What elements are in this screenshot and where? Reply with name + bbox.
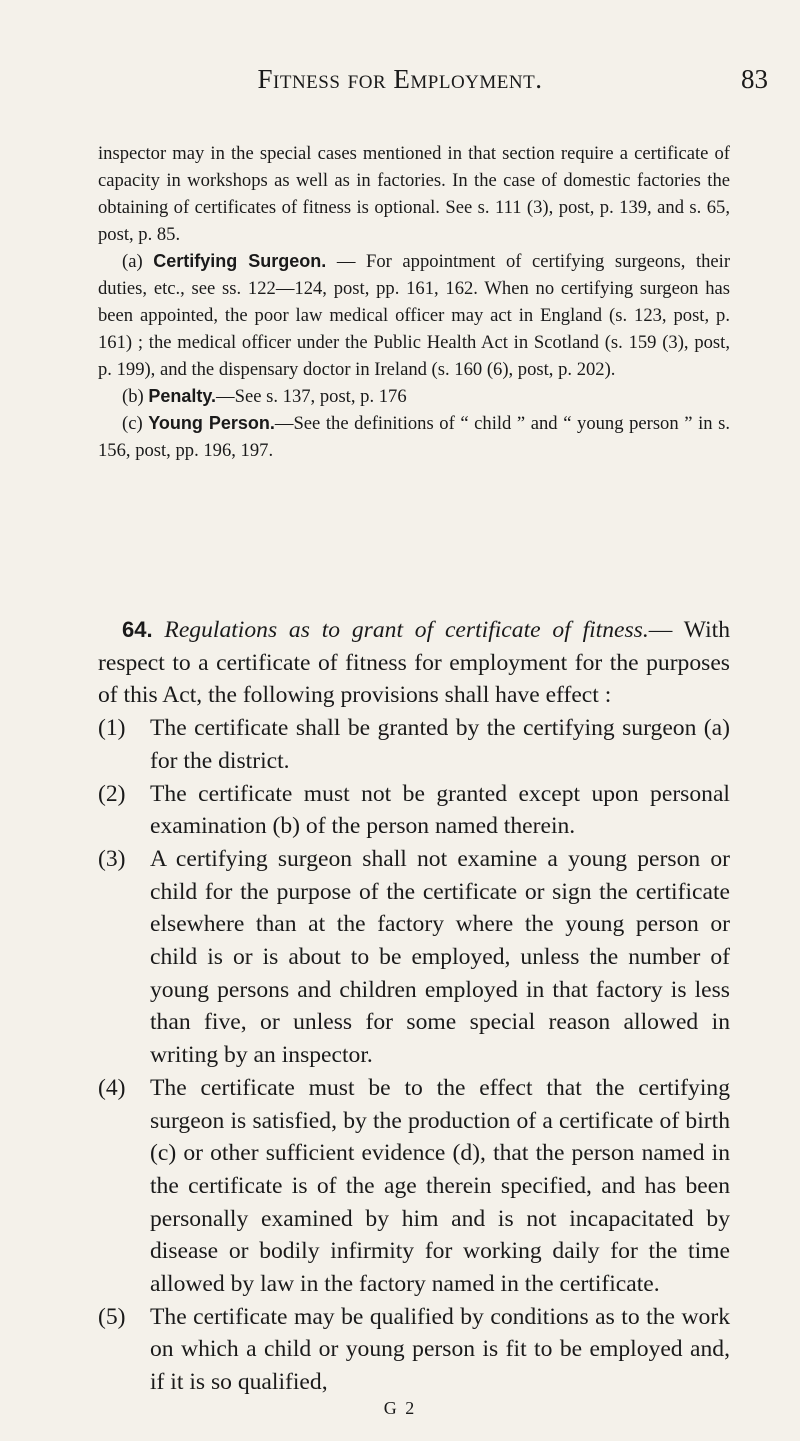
note-b-marker: (b) xyxy=(122,386,144,407)
provision-number: (4) xyxy=(98,1074,126,1101)
section-64 xyxy=(98,614,730,1399)
section-intro-paragraph: 64. Regulations as to grant of certificate of fitness.— With respect to a certificate of fitness for employment for the purposes of this Act, the following provisions shall have effect : xyxy=(98,617,730,709)
signature-mark: G 2 xyxy=(383,1398,417,1418)
page-number: 83 xyxy=(741,64,768,94)
note-a-marker: (a) xyxy=(122,251,143,272)
provision-text: The certificate shall be granted by the certifying surgeon (a) for the district. xyxy=(150,715,730,774)
section-heading: Regulations as to grant of certificate of fitness. xyxy=(164,617,649,643)
footnotes-block xyxy=(98,140,730,464)
note-b-text: —See s. 137, post, p. 176 xyxy=(216,386,407,407)
note-intro: inspector may in the special cases mentioned in that section require a certificate of capacity in workshops as well as in factories. In the case of domestic factories the obtaining of certificates of fitness is optional. See s. 111 (3), post, p. 139, and s. 65, post, p. 85. xyxy=(98,143,730,245)
running-header xyxy=(0,64,800,104)
provision-item xyxy=(98,1301,730,1399)
provision-text: The certificate must be to the effect that the certifying surgeon is satisfied, by the production of a certificate of birth (c) or other sufficient evidence (d), that the person named in the certificate is of the age therein specified, and has been personally examined by him and is not incapacitated by disease or bodily infirmity for working daily for the time allowed by law in the factory named in the certificate. xyxy=(150,1074,730,1298)
provision-text: The certificate may be qualified by conditions as to the work on which a child or young person is fit to be employed and, if it is so qualified, xyxy=(150,1303,730,1396)
provisions-list xyxy=(98,712,730,1399)
provision-item xyxy=(98,712,730,777)
note-c xyxy=(98,410,730,464)
note-b xyxy=(98,383,730,410)
section-number: 64. xyxy=(122,617,153,642)
provision-number: (5) xyxy=(98,1303,126,1330)
note-b-head: Penalty. xyxy=(148,386,217,406)
provision-number: (3) xyxy=(98,845,126,872)
provision-item xyxy=(98,778,730,843)
running-title: Fitness for Employment. xyxy=(257,64,543,94)
note-a-head: Certifying Surgeon. xyxy=(153,251,327,271)
provision-text: A certifying surgeon shall not examine a young person or child for the purpose of the certificate or sign the certificate elsewhere than at the factory where the young person or child is or is about to be employed, unless the number of young persons and children employed in that factory is less than five, or unless for some special reason allowed in writing by an inspector. xyxy=(150,845,730,1069)
provision-item xyxy=(98,1072,730,1301)
note-c-text: —See the definitions of “ child ” and “ young person ” in s. 156, post, pp. 196, 197. xyxy=(98,413,730,461)
note-a xyxy=(98,248,730,383)
note-c-head: Young Person. xyxy=(148,413,275,433)
note-a-text: — For appointment of certifying surgeons, their duties, etc., see ss. 122—124, post, pp. 161, 162. When no certifying surgeon has been appointed, the poor law medical officer may act in England (s. 123, post, p. 161) ; the medical officer under the Public Health Act in Scotland (s. 159 (3), post, p. 199), and the dispensary doctor in Ireland (s. 160 (6), post, p. 202). xyxy=(98,251,731,380)
provision-text: The certificate must not be granted except upon personal examination (b) of the person named therein. xyxy=(150,780,730,840)
note-c-marker: (c) xyxy=(122,413,143,434)
section-intro: With respect to a certificate of fitness for employment for the purposes of this Act, the following provisions shall have effect : xyxy=(98,617,730,709)
provision-number: (1) xyxy=(98,715,126,742)
provision-number: (2) xyxy=(98,780,126,807)
provision-item xyxy=(98,843,730,1072)
